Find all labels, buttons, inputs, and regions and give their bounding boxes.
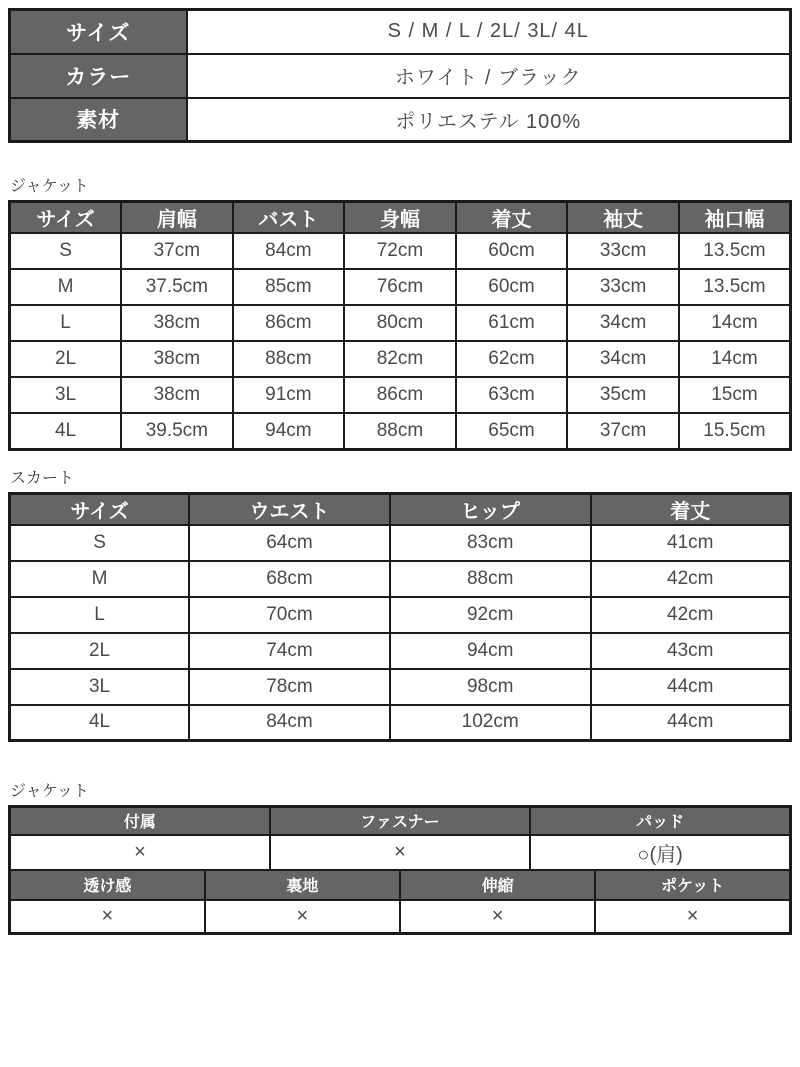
measurement-cell: 72cm (344, 233, 456, 269)
value-shinshuku: × (400, 900, 595, 934)
table-row (10, 597, 791, 633)
table-row (10, 413, 791, 449)
measurement-cell: 84cm (233, 233, 345, 269)
measurement-cell: 35cm (567, 377, 679, 413)
measurement-cell: 74cm (189, 633, 390, 669)
measurement-cell: 42cm (591, 561, 791, 597)
measurement-cell: 88cm (390, 561, 591, 597)
jacket-details-label: ジャケット (10, 783, 89, 800)
spec-value-color: ホワイト / ブラック (187, 54, 791, 98)
measurement-cell: 70cm (189, 597, 390, 633)
column-header: ヒップ (390, 493, 591, 525)
measurement-cell: 37.5cm (121, 269, 233, 305)
measurement-cell: 44cm (591, 669, 791, 705)
measurement-cell: 80cm (344, 305, 456, 341)
measurement-cell: 34cm (567, 341, 679, 377)
skirt-section-label: スカート (10, 469, 75, 487)
measurement-cell: 65cm (456, 413, 568, 449)
column-header-fastener: ファスナー (270, 807, 530, 835)
measurement-cell: 76cm (344, 269, 456, 305)
jacket-details-table-bottom (8, 869, 792, 936)
measurement-cell: 42cm (591, 597, 791, 633)
product-spec-table (8, 8, 792, 143)
header-row (10, 202, 791, 234)
measurement-cell: 102cm (390, 705, 591, 741)
spec-row-color (10, 54, 791, 98)
spec-row-material (10, 98, 791, 142)
measurement-cell: 91cm (233, 377, 345, 413)
measurement-cell: 38cm (121, 341, 233, 377)
table-row (10, 269, 791, 305)
measurement-cell: 64cm (189, 525, 390, 561)
value-sukekan: × (10, 900, 205, 934)
size-cell: 2L (10, 633, 190, 669)
size-cell: 4L (10, 413, 122, 449)
measurement-cell: 14cm (679, 305, 791, 341)
measurement-cell: 92cm (390, 597, 591, 633)
column-header: 着丈 (591, 493, 791, 525)
header-row (10, 870, 791, 900)
table-row (10, 561, 791, 597)
measurement-cell: 14cm (679, 341, 791, 377)
size-cell: 2L (10, 341, 122, 377)
measurement-cell: 38cm (121, 377, 233, 413)
measurement-cell: 60cm (456, 233, 568, 269)
measurement-cell: 43cm (591, 633, 791, 669)
column-header-sukekan: 透け感 (10, 870, 205, 900)
value-fastener: × (270, 835, 530, 871)
measurement-cell: 60cm (456, 269, 568, 305)
spec-value-size: S / M / L / 2L/ 3L/ 4L (187, 10, 791, 54)
size-cell: 3L (10, 377, 122, 413)
column-header: 身幅 (344, 202, 456, 234)
table-row (10, 525, 791, 561)
table-row (10, 669, 791, 705)
column-header: 袖口幅 (679, 202, 791, 234)
skirt-size-table (8, 492, 792, 743)
measurement-cell: 82cm (344, 341, 456, 377)
column-header-uraji: 裏地 (205, 870, 400, 900)
measurement-cell: 37cm (567, 413, 679, 449)
measurement-cell: 15cm (679, 377, 791, 413)
column-header-pocket: ポケット (595, 870, 790, 900)
column-header: バスト (233, 202, 345, 234)
value-row (10, 835, 791, 871)
column-header: サイズ (10, 493, 190, 525)
measurement-cell: 83cm (390, 525, 591, 561)
measurement-cell: 86cm (233, 305, 345, 341)
header-row (10, 807, 791, 835)
spec-label-size: サイズ (10, 10, 187, 54)
measurement-cell: 33cm (567, 233, 679, 269)
value-row (10, 900, 791, 934)
measurement-cell: 68cm (189, 561, 390, 597)
column-header: ウエスト (189, 493, 390, 525)
size-cell: M (10, 269, 122, 305)
column-header: 肩幅 (121, 202, 233, 234)
measurement-cell: 61cm (456, 305, 568, 341)
measurement-cell: 94cm (233, 413, 345, 449)
value-pocket: × (595, 900, 790, 934)
size-cell: L (10, 597, 190, 633)
measurement-cell: 13.5cm (679, 269, 791, 305)
size-cell: S (10, 233, 122, 269)
column-header-shinshuku: 伸縮 (400, 870, 595, 900)
measurement-cell: 85cm (233, 269, 345, 305)
measurement-cell: 38cm (121, 305, 233, 341)
jacket-size-table (8, 200, 792, 451)
measurement-cell: 98cm (390, 669, 591, 705)
size-cell: S (10, 525, 190, 561)
column-header: 着丈 (456, 202, 568, 234)
measurement-cell: 44cm (591, 705, 791, 741)
measurement-cell: 84cm (189, 705, 390, 741)
size-cell: 3L (10, 669, 190, 705)
value-pad: ○(肩) (530, 835, 790, 871)
table-row (10, 633, 791, 669)
measurement-cell: 62cm (456, 341, 568, 377)
spec-label-color: カラー (10, 54, 187, 98)
size-cell: L (10, 305, 122, 341)
measurement-cell: 33cm (567, 269, 679, 305)
table-row (10, 705, 791, 741)
measurement-cell: 86cm (344, 377, 456, 413)
value-fuzoku: × (10, 835, 270, 871)
table-row (10, 341, 791, 377)
measurement-cell: 63cm (456, 377, 568, 413)
measurement-cell: 39.5cm (121, 413, 233, 449)
size-cell: 4L (10, 705, 190, 741)
value-uraji: × (205, 900, 400, 934)
measurement-cell: 88cm (344, 413, 456, 449)
column-header-pad: パッド (530, 807, 790, 835)
jacket-details-table-top (8, 805, 792, 872)
measurement-cell: 41cm (591, 525, 791, 561)
jacket-section-label: ジャケット (10, 178, 89, 195)
spec-label-material: 素材 (10, 98, 187, 142)
table-row (10, 377, 791, 413)
spec-row-size (10, 10, 791, 54)
spec-value-material: ポリエステル 100% (187, 98, 791, 142)
measurement-cell: 94cm (390, 633, 591, 669)
size-cell: M (10, 561, 190, 597)
column-header-fuzoku: 付属 (10, 807, 270, 835)
column-header: 袖丈 (567, 202, 679, 234)
measurement-cell: 37cm (121, 233, 233, 269)
header-row (10, 493, 791, 525)
measurement-cell: 34cm (567, 305, 679, 341)
table-row (10, 233, 791, 269)
column-header: サイズ (10, 202, 122, 234)
measurement-cell: 88cm (233, 341, 345, 377)
measurement-cell: 78cm (189, 669, 390, 705)
table-row (10, 305, 791, 341)
measurement-cell: 13.5cm (679, 233, 791, 269)
measurement-cell: 15.5cm (679, 413, 791, 449)
